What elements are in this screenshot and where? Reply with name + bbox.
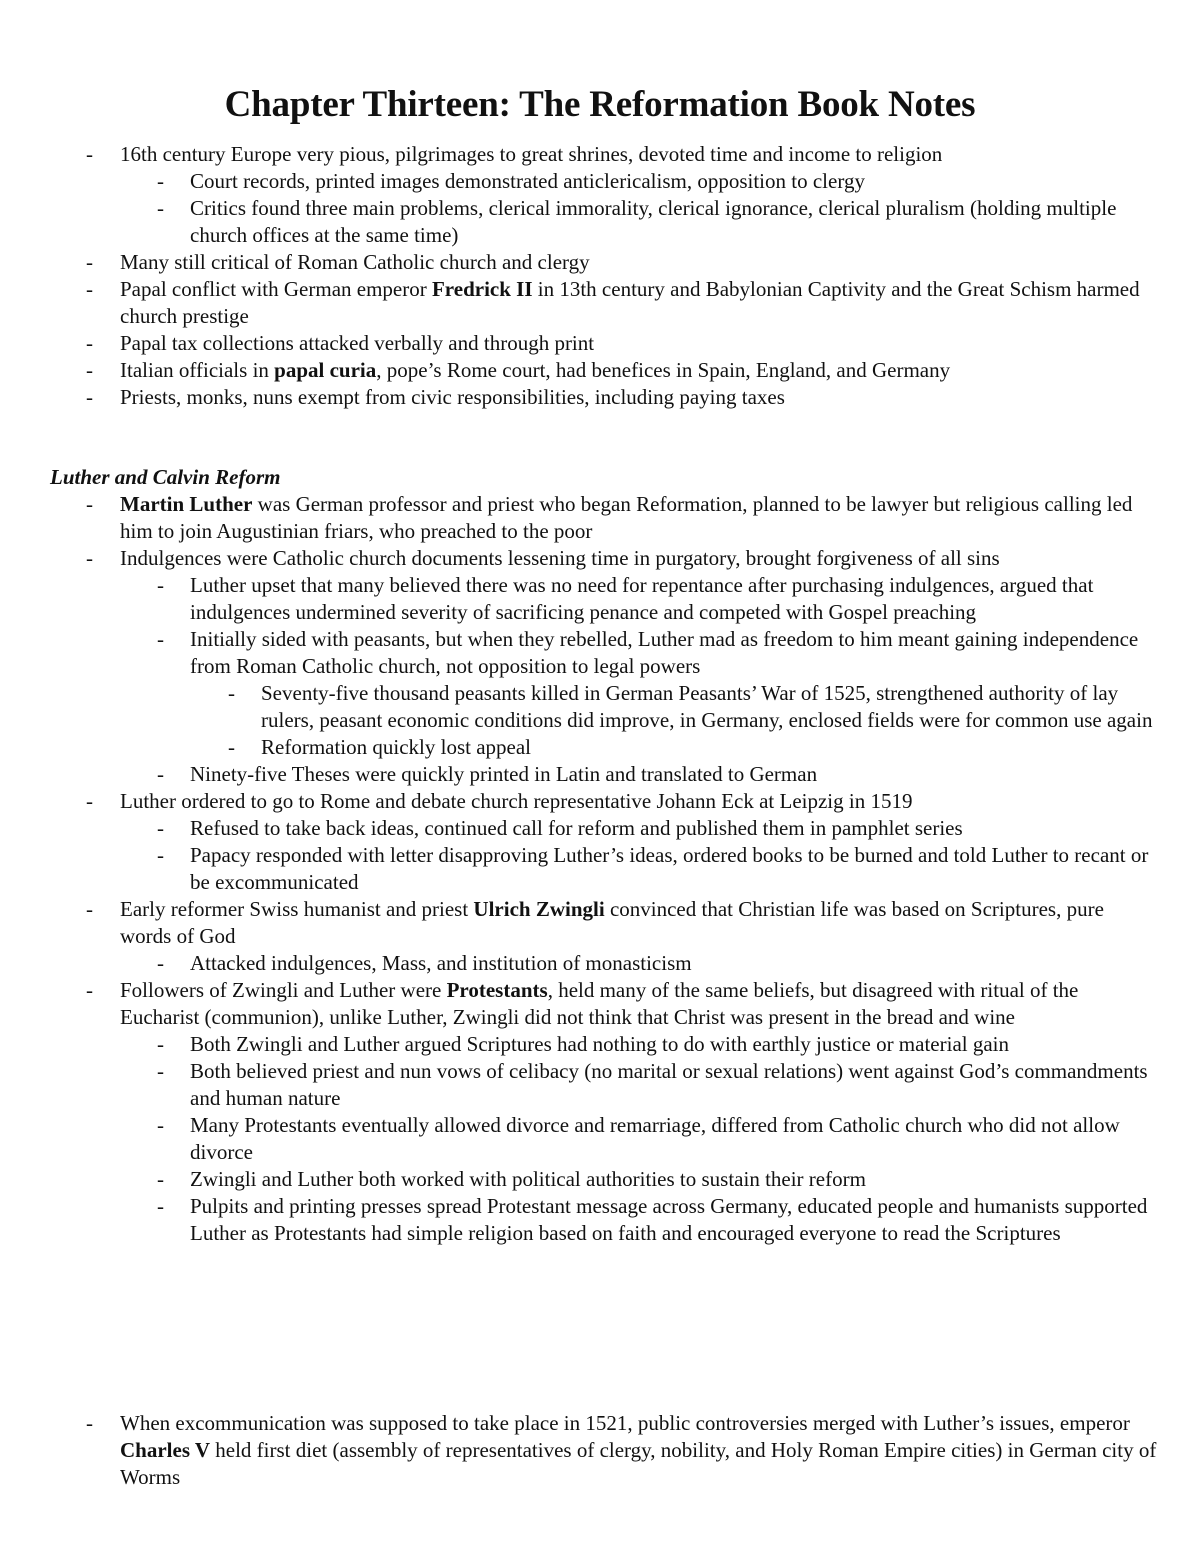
bullet-dash: - [157,573,164,597]
bullet-dash: - [157,169,164,193]
note-text: 16th century Europe very pious, pilgrimages to great shrines, devoted time and income to religion [120,142,943,166]
note-text: convinced that Christian life was based on Scriptures, pure words of God [120,897,1104,948]
note-text: Followers of Zwingli and Luther were [120,978,447,1002]
note-text: Priests, monks, nuns exempt from civic responsibilities, including paying taxes [120,385,785,409]
bold-term: Fredrick II [431,277,533,301]
note-item-level-2 [0,626,1200,680]
note-text: Indulgences were Catholic church documents lessening time in purgatory, brought forgiveness of all sins [120,546,1000,570]
note-text: Pulpits and printing presses spread Protestant message across Germany, educated people and humanists supported Luther as Protestants had simple religion based on faith and encouraged everyone to read the Scriptures [190,1194,1148,1245]
note-item-level-1 [0,545,1200,572]
bold-term: Charles V [120,1438,211,1462]
bullet-dash: - [86,358,93,382]
bullet-dash: - [157,1167,164,1191]
note-text: , held many of the same beliefs, but disagreed with ritual of the Eucharist (communion), unlike Luther, Zwingli did not think that Christ was present in the bread and wine [120,978,1079,1029]
note-text: Italian officials in [120,358,275,382]
page-title: Chapter Thirteen: The Reformation Book Notes [224,84,976,125]
bullet-dash: - [157,1032,164,1056]
bullet-dash: - [86,277,93,301]
bullet-dash: - [86,331,93,355]
bullet-dash: - [157,843,164,867]
note-item-level-2 [0,842,1200,896]
note-text: Papacy responded with letter disapproving Luther’s ideas, ordered books to be burned and told Luther to recant or be excommunicated [190,843,1149,894]
bold-term: papal curia [274,358,377,382]
note-text: Early reformer Swiss humanist and priest [120,897,474,921]
bullet-dash: - [157,816,164,840]
note-text: Both believed priest and nun vows of celibacy (no marital or sexual relations) went against God’s commandments and human nature [190,1059,1148,1110]
note-item-level-2 [0,1058,1200,1112]
bold-term: Martin Luther [120,492,253,516]
bullet-dash: - [157,951,164,975]
section-heading: Luther and Calvin Reform [50,465,281,489]
note-text: Reformation quickly lost appeal [261,735,532,759]
note-item-level-1 [0,977,1200,1031]
note-text: Many still critical of Roman Catholic church and clergy [120,250,590,274]
bullet-dash: - [157,1194,164,1218]
note-text: Initially sided with peasants, but when they rebelled, Luther mad as freedom to him meant gaining independence from Roman Catholic church, not opposition to legal powers [190,627,1139,678]
intro-notes-list [0,141,1200,411]
note-text: , pope’s Rome court, had benefices in Spain, England, and Germany [376,358,951,382]
note-item-level-2 [0,168,1200,195]
bullet-dash: - [86,492,93,516]
note-item-level-3 [0,680,1200,734]
note-text: Critics found three main problems, clerical immorality, clerical ignorance, clerical pluralism (holding multiple church offices at the same time) [190,196,1117,247]
note-text: Luther ordered to go to Rome and debate church representative Johann Eck at Leipzig in 1519 [120,789,913,813]
note-text: Refused to take back ideas, continued call for reform and published them in pamphlet series [190,816,963,840]
bullet-dash: - [86,250,93,274]
bullet-dash: - [86,897,93,921]
note-text: was German professor and priest who began Reformation, planned to be lawyer but religious calling led him to join Augustinian friars, who preached to the poor [120,492,1133,543]
note-item-level-1 [0,357,1200,384]
note-text: in 13th century and Babylonian Captivity and the Great Schism harmed church prestige [120,277,1140,328]
note-item-level-2 [0,950,1200,977]
note-text: Court records, printed images demonstrated anticlericalism, opposition to clergy [190,169,865,193]
bullet-dash: - [86,789,93,813]
note-item-level-1 [0,141,1200,168]
note-text: Papal conflict with German emperor [120,277,432,301]
note-item-level-1 [0,491,1200,545]
bullet-dash: - [228,681,235,705]
note-text: Attacked indulgences, Mass, and institution of monasticism [190,951,692,975]
bullet-dash: - [86,546,93,570]
note-item-level-1 [0,896,1200,950]
bullet-dash: - [157,762,164,786]
bullet-dash: - [157,196,164,220]
note-text: Many Protestants eventually allowed divorce and remarriage, differed from Catholic church who did not allow divorce [190,1113,1120,1164]
note-item-level-1 [0,276,1200,330]
note-item-level-2 [0,815,1200,842]
bullet-dash: - [157,1059,164,1083]
note-item-level-2 [0,1166,1200,1193]
note-item-level-1 [0,384,1200,411]
bullet-dash: - [86,385,93,409]
bold-term: Protestants [446,978,548,1002]
bullet-dash: - [228,735,235,759]
note-item-level-2 [0,1112,1200,1166]
worms-notes-list [0,1410,1200,1491]
note-item-level-2 [0,1193,1200,1247]
note-text: Zwingli and Luther both worked with political authorities to sustain their reform [190,1167,866,1191]
note-text: Ninety-five Theses were quickly printed in Latin and translated to German [190,762,818,786]
note-text: When excommunication was supposed to take place in 1521, public controversies merged with Luther’s issues, emperor [120,1411,1130,1435]
note-item-level-2 [0,572,1200,626]
note-item-level-1 [0,249,1200,276]
note-item-level-1 [0,330,1200,357]
note-item-level-3 [0,734,1200,761]
note-text: held first diet (assembly of representatives of clergy, nobility, and Holy Roman Empire cities) in German city of Worms [120,1438,1157,1489]
note-item-level-1 [0,1410,1200,1491]
note-item-level-2 [0,195,1200,249]
bullet-dash: - [86,978,93,1002]
note-item-level-2 [0,1031,1200,1058]
note-text: Both Zwingli and Luther argued Scriptures had nothing to do with earthly justice or material gain [190,1032,1010,1056]
note-item-level-1 [0,788,1200,815]
note-item-level-2 [0,761,1200,788]
note-text: Papal tax collections attacked verbally and through print [120,331,595,355]
bullet-dash: - [86,1411,93,1435]
bullet-dash: - [86,142,93,166]
reform-notes-list [0,491,1200,1247]
bullet-dash: - [157,1113,164,1137]
note-text: Seventy-five thousand peasants killed in German Peasants’ War of 1525, strengthened authority of lay rulers, peasant economic conditions did improve, in Germany, enclosed fields were for common use again [261,681,1153,732]
note-text: Luther upset that many believed there was no need for repentance after purchasing indulgences, argued that indulgences undermined severity of sacrificing penance and competed with Gospel preaching [190,573,1094,624]
bullet-dash: - [157,627,164,651]
bold-term: Ulrich Zwingli [473,897,605,921]
